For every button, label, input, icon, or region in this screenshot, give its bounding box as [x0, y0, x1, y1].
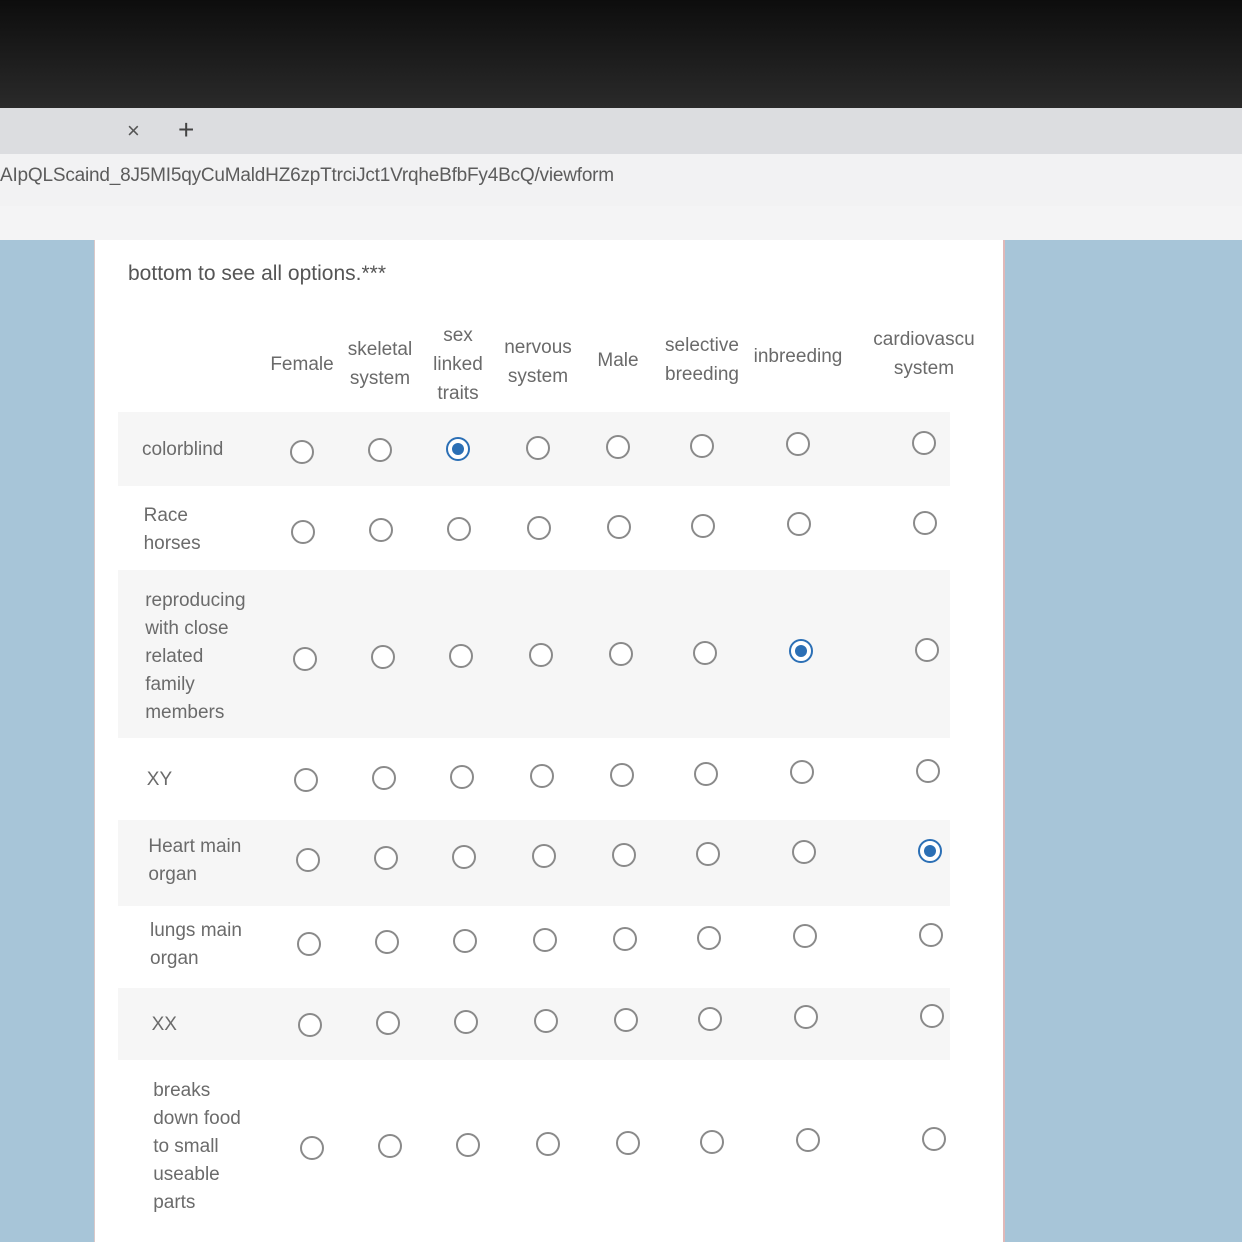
radio-button[interactable] — [690, 434, 714, 458]
radio-button[interactable] — [696, 842, 720, 866]
radio-button[interactable] — [447, 517, 471, 541]
radio-button[interactable] — [533, 928, 557, 952]
radio-button[interactable] — [607, 515, 631, 539]
radio-button[interactable] — [697, 926, 721, 950]
radio-button[interactable] — [456, 1133, 480, 1157]
radio-button[interactable] — [371, 645, 395, 669]
radio-button[interactable] — [527, 516, 551, 540]
radio-button[interactable] — [530, 764, 554, 788]
row-label: Heart main organ — [148, 836, 242, 885]
column-header: skeletal system — [347, 339, 413, 389]
radio-button[interactable] — [526, 436, 550, 460]
radio-button[interactable] — [616, 1131, 640, 1155]
radio-button[interactable] — [296, 848, 320, 872]
radio-button[interactable] — [794, 1005, 818, 1029]
radio-button[interactable] — [368, 438, 392, 462]
radio-button[interactable] — [453, 929, 477, 953]
radio-button[interactable] — [376, 1011, 400, 1035]
column-header: nervous system — [504, 337, 572, 387]
radio-button[interactable] — [606, 435, 630, 459]
radio-button[interactable] — [919, 923, 943, 947]
row-label: lungs main organ — [150, 920, 242, 969]
row-label: colorblind — [142, 439, 224, 460]
row-label: breaks down food to small useable parts — [153, 1080, 241, 1213]
row-label: reproducing with close related family members — [145, 590, 246, 723]
radio-button[interactable] — [452, 845, 476, 869]
radio-button[interactable] — [792, 840, 816, 864]
radio-button[interactable] — [291, 520, 315, 544]
radio-button[interactable] — [912, 431, 936, 455]
radio-button[interactable] — [609, 642, 633, 666]
radio-button[interactable] — [290, 440, 314, 464]
radio-button[interactable] — [612, 843, 636, 867]
column-header: sex linked traits — [433, 324, 483, 404]
column-header: Female — [270, 353, 334, 375]
radio-button[interactable] — [786, 432, 810, 456]
url-text[interactable]: AIpQLScaind_8J5MI5qyCuMaldHZ6zpTtrciJct1VrqheBfbFy4BcQ/viewform — [0, 165, 614, 186]
radio-button[interactable] — [694, 762, 718, 786]
radio-button[interactable] — [698, 1007, 722, 1031]
column-header: selective breeding — [665, 335, 739, 385]
radio-button[interactable] — [922, 1127, 946, 1151]
column-header: cardiovascu system — [873, 329, 975, 379]
radio-button[interactable] — [790, 760, 814, 784]
radio-button[interactable] — [610, 763, 634, 787]
radio-button[interactable] — [378, 1134, 402, 1158]
radio-button[interactable] — [691, 514, 715, 538]
radio-button[interactable] — [920, 1004, 944, 1028]
radio-button[interactable] — [789, 639, 813, 663]
radio-button[interactable] — [613, 927, 637, 951]
radio-button[interactable] — [372, 766, 396, 790]
radio-button[interactable] — [454, 1010, 478, 1034]
radio-button[interactable] — [293, 647, 317, 671]
radio-button[interactable] — [915, 638, 939, 662]
radio-button[interactable] — [449, 644, 473, 668]
radio-button[interactable] — [534, 1009, 558, 1033]
row-label: XY — [146, 769, 173, 790]
radio-button[interactable] — [693, 641, 717, 665]
radio-button[interactable] — [796, 1128, 820, 1152]
radio-button[interactable] — [529, 643, 553, 667]
screen-bezel — [0, 0, 1242, 108]
radio-button[interactable] — [918, 839, 942, 863]
radio-button[interactable] — [374, 846, 398, 870]
radio-button[interactable] — [614, 1008, 638, 1032]
close-tab-icon[interactable]: × — [127, 118, 140, 143]
radio-button[interactable] — [369, 518, 393, 542]
radio-button[interactable] — [916, 759, 940, 783]
radio-button[interactable] — [375, 930, 399, 954]
row-label: XX — [151, 1014, 177, 1035]
radio-button[interactable] — [300, 1136, 324, 1160]
radio-button[interactable] — [793, 924, 817, 948]
new-tab-icon[interactable]: + — [178, 114, 195, 145]
radio-button[interactable] — [787, 512, 811, 536]
row-label: Race horses — [143, 505, 201, 554]
browser-chrome-gap — [0, 206, 1242, 240]
radio-button[interactable] — [450, 765, 474, 789]
radio-button[interactable] — [446, 437, 470, 461]
radio-button[interactable] — [532, 844, 556, 868]
radio-button[interactable] — [700, 1130, 724, 1154]
radio-button[interactable] — [297, 932, 321, 956]
question-instruction: bottom to see all options.*** — [128, 262, 386, 285]
radio-button[interactable] — [913, 511, 937, 535]
radio-button[interactable] — [298, 1013, 322, 1037]
radio-button[interactable] — [294, 768, 318, 792]
column-header: Male — [597, 349, 639, 371]
column-header: inbreeding — [753, 345, 843, 367]
radio-button[interactable] — [536, 1132, 560, 1156]
